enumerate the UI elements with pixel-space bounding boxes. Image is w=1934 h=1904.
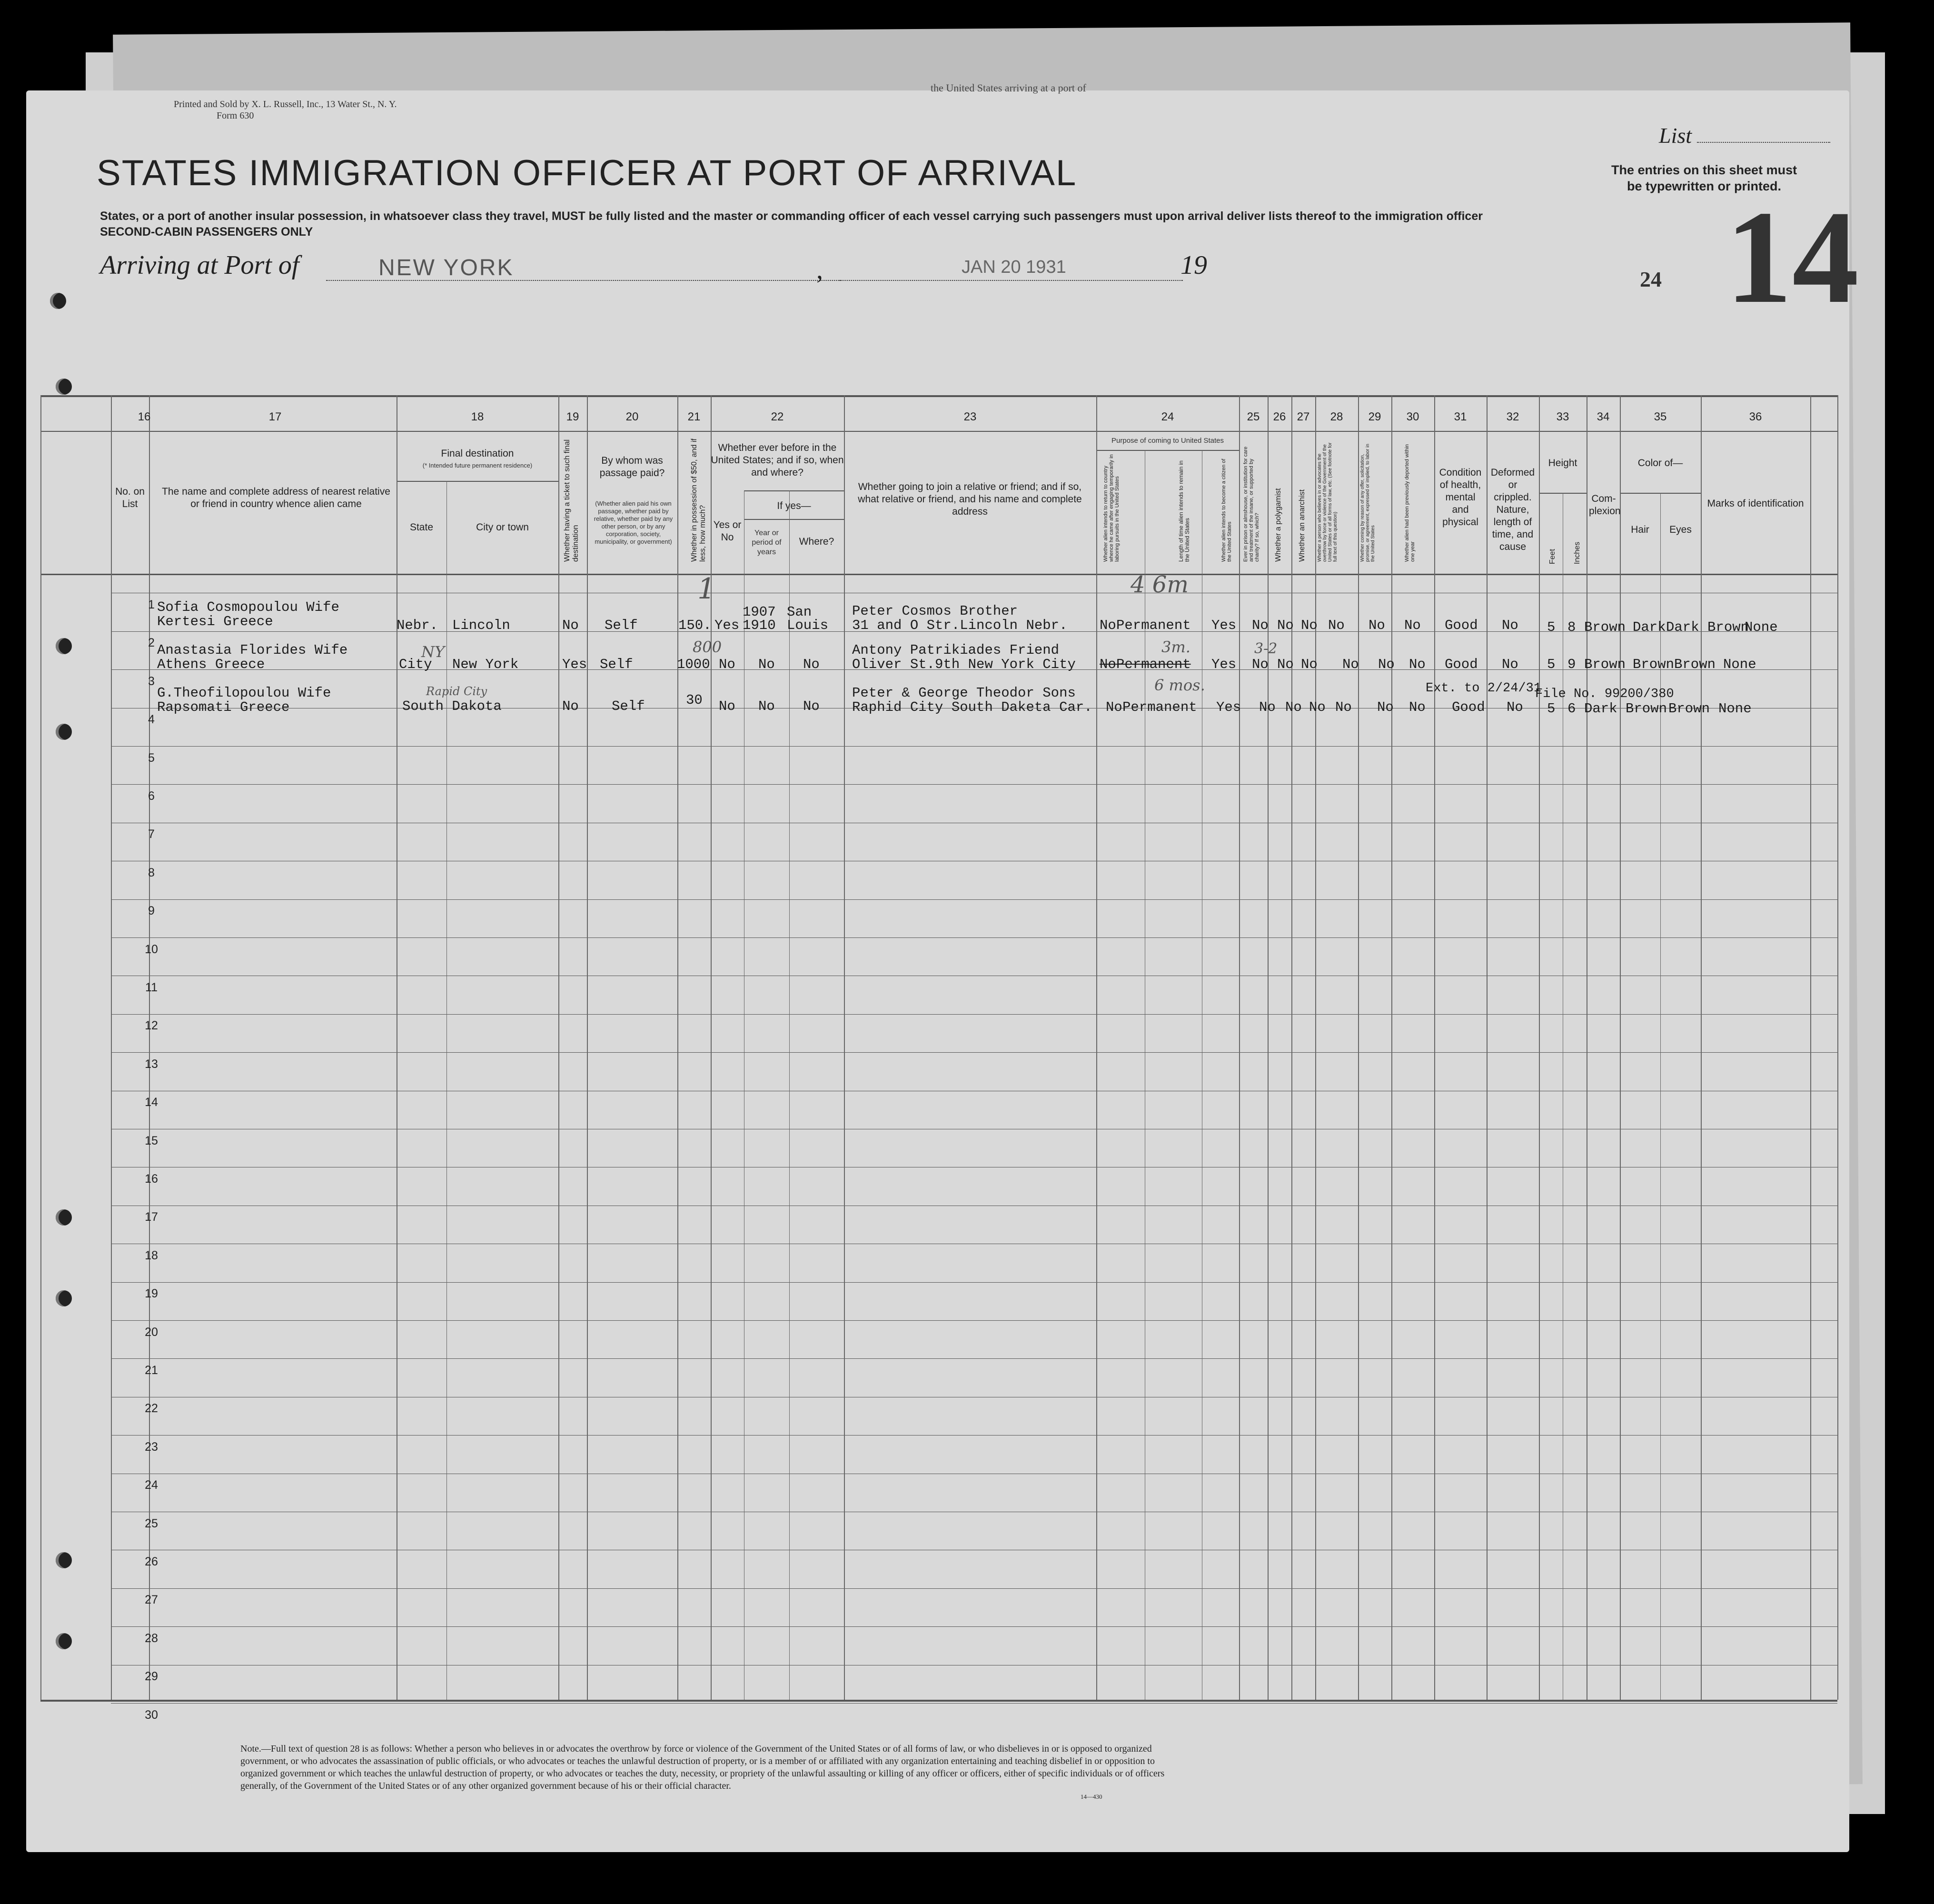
header-year-period: Year or period of years (752, 529, 782, 556)
row-number: 19 (145, 1287, 158, 1301)
col-num-23: 23 (963, 410, 977, 423)
row-number: 22 (145, 1402, 158, 1416)
row-number: 29 (145, 1670, 158, 1684)
handwritten-city-row3: Rapid City (426, 685, 487, 698)
row3-marks: None (1718, 701, 1752, 717)
row1-marks: None (1745, 619, 1778, 635)
row2-relative-line2: Athens Greece (157, 657, 265, 672)
row3-deformed: No (1507, 699, 1523, 715)
header-purpose-length: Length of time alien intends to remain in the United States (1178, 460, 1190, 562)
header-final-destination: Final destination (441, 448, 514, 459)
row1-polygamist: No (1277, 618, 1294, 633)
grid-vline (1239, 395, 1240, 1700)
punch-hole (56, 1290, 72, 1306)
previous-sheet-stub: the United States arriving at a port of (931, 82, 1086, 94)
row2-relative-line1: Anastasia Florides Wife (157, 642, 348, 658)
row3-deported: No (1409, 699, 1426, 715)
row2-citizen: Yes (1211, 657, 1237, 672)
grid-vline (587, 395, 588, 1700)
header-purpose: Purpose of coming to United States (1111, 437, 1224, 445)
subtitle-line-2: SECOND-CABIN PASSENGERS ONLY (100, 225, 313, 239)
header-ticket: Whether having a ticket to such final destination (563, 439, 580, 562)
col-num-16: 16 (138, 410, 151, 423)
row3-state: South Dakota (402, 698, 502, 714)
row3-joining-line2: Raphid City South Daketa Car. (852, 699, 1092, 715)
header-anarchist: Whether an anarchist (1298, 489, 1306, 562)
row1-offer: No (1369, 618, 1385, 633)
row1-money: 150. (678, 618, 712, 633)
row2-return: No (1100, 657, 1116, 672)
row3-years: No (758, 698, 775, 714)
header-state: State (409, 522, 434, 533)
grid-vline (1434, 395, 1435, 1700)
row1-condition: Good (1445, 618, 1478, 633)
row-number: 13 (145, 1057, 158, 1071)
row-number: 15 (145, 1134, 158, 1147)
row1-where-line1: San (787, 604, 812, 620)
row-number: 24 (145, 1478, 158, 1492)
grid-vline (1539, 395, 1540, 1700)
port-value: NEW YORK (378, 255, 514, 280)
row2-state: City (399, 657, 432, 672)
row2-deformed: No (1502, 657, 1518, 672)
header-purpose-citizen: Whether alien intends to become a citizen of the United States (1221, 459, 1232, 562)
punch-hole (50, 293, 66, 309)
row2-inches: 9 (1567, 657, 1576, 672)
row3-anarchist: No (1309, 699, 1326, 715)
handwritten-city-row2: NY (421, 643, 445, 661)
punch-hole (56, 1209, 72, 1226)
row3-joining-line1: Peter & George Theodor Sons (852, 685, 1076, 701)
grid-hline (40, 431, 1837, 432)
header-hair: Hair (1631, 524, 1649, 535)
grid-hline (111, 1282, 1837, 1283)
list-number: 24 (1640, 267, 1662, 291)
header-inches: Inches (1573, 541, 1581, 564)
col-num-21: 21 (687, 410, 701, 423)
row1-eyes: Dark Brown (1666, 619, 1749, 635)
row3-hair: Brown (1626, 701, 1667, 717)
row3-length: Permanent (1122, 699, 1197, 715)
handwritten-prison-row2: 3-2 (1254, 640, 1278, 657)
header-height: Height (1548, 458, 1577, 469)
row1-relative-line1: Sofia Cosmopoulou Wife (157, 599, 339, 615)
row2-prison: No (1252, 657, 1269, 672)
header-marks: Marks of identification (1707, 498, 1804, 509)
row1-years-line2: 1910 (743, 618, 776, 633)
header-city: City or town (476, 522, 529, 533)
row3-prison: No (1259, 699, 1276, 715)
row1-complexion: Brown (1584, 619, 1626, 635)
row2-length: Permanent (1116, 657, 1191, 672)
grid-vline (446, 481, 447, 1700)
header-where: Where? (799, 536, 834, 547)
grid-hline (111, 1320, 1837, 1321)
handwritten-purpose-row3: 6 mos. (1154, 676, 1205, 694)
header-passage-note: (Whether alien paid his own passage, whether paid by relative, whether paid by any other person, or by any corporation, society, municipality, or government) (594, 500, 673, 545)
col-num-31: 31 (1454, 410, 1467, 423)
row-number: 21 (145, 1364, 158, 1377)
row2-joining-line2: Oliver St.9th New York City (852, 657, 1076, 672)
col-num-30: 30 (1406, 410, 1419, 423)
row2-years: No (758, 657, 775, 672)
row-number: 17 (145, 1210, 158, 1224)
punch-hole (56, 724, 72, 740)
handwritten-purpose-row1: 4 6m (1131, 571, 1189, 598)
row1-joining-line1: Peter Cosmos Brother (852, 603, 1018, 619)
grid-hline (111, 1703, 1837, 1704)
header-before-us: Whether ever before in the United States; and if so, when and where? (711, 442, 844, 478)
row1-city: Lincoln (452, 618, 510, 633)
row2-money: 1000 (677, 657, 710, 672)
list-label: List (1659, 123, 1692, 148)
header-offer: Whether coming by reason of any offer, solicitation, promise, or agreement, expressed or implied, to labor in the United States (1360, 444, 1376, 562)
grid-hline (111, 746, 1837, 747)
grid-hline (40, 1700, 1837, 1702)
row3-condition: Good (1452, 699, 1485, 715)
row3-polygamist: No (1285, 699, 1302, 715)
printer-imprint: Printed and Sold by X. L. Russell, Inc., 13 Water St., N. Y. (174, 99, 397, 110)
grid-vline (1391, 395, 1392, 1700)
col-num-18: 18 (471, 410, 484, 423)
row-number: 7 (148, 827, 155, 841)
col-num-32: 32 (1506, 410, 1519, 423)
row-number: 4 (148, 713, 155, 727)
row-number: 2 (148, 636, 155, 650)
row1-ticket: No (562, 618, 579, 633)
grid-hline (111, 1358, 1837, 1359)
grid-vline (1291, 395, 1292, 1700)
row1-hair: Dark (1633, 619, 1666, 635)
col-num-33: 33 (1556, 410, 1569, 423)
header-final-destination-note: (* Intended future permanent residence) (422, 462, 533, 469)
row1-anarchist: No (1301, 618, 1318, 633)
grid-hline (111, 937, 1837, 938)
manifest-sheet (26, 82, 1859, 1852)
row2-overthrow: No (1342, 657, 1359, 672)
row2-marks: None (1723, 657, 1756, 672)
page-subtitle (100, 209, 1623, 240)
grid-hline (744, 490, 844, 491)
row2-feet: 5 (1547, 657, 1556, 672)
page-title: STATES IMMIGRATION OFFICER AT PORT OF ARRIVAL (97, 153, 1077, 193)
row3-money: 30 (686, 692, 703, 708)
extension-note: Ext. to 2/24/31 (1426, 681, 1542, 696)
form-code: 14—430 (1081, 1793, 1102, 1800)
comma: , (816, 255, 823, 285)
grid-vline (1620, 395, 1621, 1700)
grid-hline (111, 899, 1837, 900)
header-deformed: Deformed or crippled. Nature, length of time, and cause (1490, 467, 1535, 552)
row-number: 10 (145, 942, 158, 956)
col-num-25: 25 (1247, 410, 1260, 423)
col-num-36: 36 (1749, 410, 1762, 423)
header-feet: Feet (1548, 548, 1557, 564)
grid-vline (1487, 395, 1488, 1700)
grid-vline (1358, 395, 1359, 1700)
row2-where: No (803, 657, 820, 672)
grid-vline (558, 395, 559, 1700)
punch-hole (56, 638, 72, 654)
col-num-26: 26 (1273, 410, 1286, 423)
arriving-label: Arriving at Port of (100, 250, 299, 280)
header-if-yes: If yes— (777, 500, 811, 511)
row1-overthrow: No (1328, 618, 1345, 633)
row1-feet: 5 (1547, 619, 1556, 635)
header-condition: Condition of health, mental and physical (1439, 467, 1482, 528)
row-number: 3 (148, 674, 155, 688)
row2-anarchist: No (1301, 657, 1318, 672)
grid-hline (111, 784, 1837, 785)
row1-deported: No (1404, 618, 1421, 633)
row3-before: No (719, 698, 735, 714)
row-number: 16 (145, 1172, 158, 1186)
row3-paid: Self (612, 698, 645, 714)
row1-return: No (1100, 618, 1116, 633)
row1-joining-line2: 31 and O Str.Lincoln Nebr. (852, 618, 1068, 633)
header-prison: Ever in prison or almshouse, or institution for care and treatment of the insane, or supported by charity? If so, which? (1243, 446, 1260, 562)
row-number: 14 (145, 1096, 158, 1109)
grid-vline (677, 395, 678, 1700)
sheet-number: 14 (1726, 183, 1859, 331)
grid-vline (1837, 395, 1838, 1700)
row1-length: Permanent (1116, 618, 1191, 633)
grid-vline (40, 395, 41, 1700)
header-relative-address: The name and complete address of nearest relative or friend in country whence alien came (162, 486, 390, 509)
grid-vline (1268, 395, 1269, 1700)
row2-joining-line1: Antony Patrikiades Friend (852, 642, 1060, 658)
row2-condition: Good (1445, 657, 1478, 672)
row2-city: New York (452, 657, 519, 672)
footnote: Note.—Full text of question 28 is as follows: Whether a person who believes in or advocates the overthrow by force or violence of the Government of the United States or of all forms of law, or who disbelieves in or is opposed to organized government, or who advocates the assassination of public officials, or who advocates or teaches the unlawful destruction of property, or is a member of or affiliated with any organization entertaining and teaching disbelief in or opposition to organized government or which teaches the unlawful destruction of property, or who advocates or teaches the duty, necessity, or propriety of the unlawful assaulting or killing of any officer or officers, either of specific individuals or of officers generally, of the Government of the United States or of any other organized government because of his or their official character. (240, 1744, 1165, 1791)
header-joining: Whether going to join a relative or friend; and if so, what relative or friend, and his name and complete address (858, 481, 1082, 517)
entries-note-line-1: The entries on this sheet must (1611, 163, 1797, 177)
row-number: 9 (148, 904, 155, 918)
row-number: 25 (145, 1516, 158, 1530)
row3-ticket: No (562, 698, 579, 714)
row3-feet: 5 (1547, 701, 1556, 717)
grid-hline (397, 481, 558, 482)
row2-complexion: Brown (1584, 657, 1626, 672)
col-num-29: 29 (1368, 410, 1381, 423)
row-number: 1 (148, 598, 155, 611)
row-number: 5 (148, 751, 155, 765)
grid-vline (1701, 395, 1702, 1700)
row3-relative-line2: Rapsomati Greece (157, 699, 290, 715)
row1-years-line1: 1907 (743, 604, 776, 620)
grid-vline (789, 490, 790, 1700)
grid-vline (844, 395, 845, 1700)
grid-hline (111, 1014, 1837, 1015)
header-color-of: Color of— (1637, 458, 1683, 469)
list-line (1697, 142, 1830, 143)
handwritten-money-row1: 1 (697, 572, 716, 606)
row1-inches: 8 (1567, 619, 1576, 635)
file-number: File No. 99200/380 (1535, 687, 1674, 701)
col-num-22: 22 (771, 410, 784, 423)
col-num-19: 19 (566, 410, 579, 423)
grid-hline (111, 1588, 1837, 1589)
header-complexion: Com-plexion (1589, 493, 1621, 517)
row-number: 8 (148, 866, 155, 879)
row3-inches: 6 (1567, 701, 1576, 717)
col-num-28: 28 (1330, 410, 1343, 423)
grid-hline (111, 1626, 1837, 1627)
row-number: 27 (145, 1593, 158, 1607)
date-line (840, 280, 1183, 281)
grid-vline (1096, 395, 1097, 1700)
row2-before: No (719, 657, 735, 672)
row-number: 18 (145, 1248, 158, 1262)
header-passage-paid: By whom was passage paid? (599, 455, 665, 478)
punch-hole (56, 1633, 72, 1649)
row3-return: No (1106, 699, 1122, 715)
handwritten-purpose-row2: 3m. (1161, 638, 1190, 656)
punch-hole (56, 1552, 72, 1568)
row-number: 12 (145, 1019, 158, 1033)
row3-citizen: Yes (1216, 699, 1241, 715)
header-overthrow: Whether a person who believes in or advocates the overthrow by force or violence of the Government of the United States or of all forms of law, etc. (See footnote for full text of this question) (1317, 442, 1338, 562)
row-number: 26 (145, 1555, 158, 1568)
punch-hole (56, 379, 72, 395)
row3-eyes: Brown (1668, 701, 1710, 717)
header-before-yes-no: Yes or No (713, 519, 742, 543)
date-stamp: JAN 20 1931 (962, 257, 1066, 277)
row1-paid: Self (605, 618, 638, 633)
header-polygamist: Whether a polygamist (1274, 488, 1282, 562)
col-num-27: 27 (1297, 410, 1310, 423)
row2-paid: Self (600, 657, 633, 672)
row1-deformed: No (1502, 618, 1518, 633)
form-number: Form 630 (217, 110, 254, 121)
grid-hline (111, 1052, 1837, 1053)
row3-overthrow: No (1335, 699, 1352, 715)
row2-hair: Brown (1633, 657, 1675, 672)
row3-where: No (803, 698, 820, 714)
header-purpose-return: Whether alien intends to return to country whence he came after engaging temporarily in laboring pursuits in the United States (1103, 454, 1120, 562)
grid-vline (149, 395, 150, 1700)
grid-hline (1096, 450, 1239, 451)
grid-hline (744, 519, 844, 520)
row2-eyes: Brown (1674, 657, 1716, 672)
header-deported: Whether alien had been previously deported within one year (1404, 444, 1416, 562)
col-num-24: 24 (1161, 410, 1174, 423)
row2-deported: No (1409, 657, 1426, 672)
col-num-34: 34 (1597, 410, 1610, 423)
row1-state: Nebr. (397, 618, 438, 633)
header-no-on-list: No. on List (115, 486, 145, 509)
row-number: 11 (145, 981, 158, 994)
row-number: 23 (145, 1440, 158, 1454)
row-number: 28 (145, 1631, 158, 1645)
handwritten-money-row2: 800 (693, 638, 722, 656)
entries-note-line-2: be typewritten or printed. (1627, 179, 1782, 193)
row1-prison: No (1252, 618, 1269, 633)
col-num-20: 20 (625, 410, 639, 423)
grid-vline (111, 395, 112, 1700)
header-money: Whether in possession of $50, and if less, how much? (690, 439, 707, 562)
row1-citizen: Yes (1211, 618, 1237, 633)
grid-hline (40, 395, 1837, 397)
grid-hline (40, 574, 1837, 575)
row1-relative-line2: Kertesi Greece (157, 614, 273, 629)
year-prefix: 19 (1180, 250, 1207, 280)
row-number: 20 (145, 1325, 158, 1339)
row3-complexion: Dark (1584, 701, 1617, 717)
grid-vline (1660, 493, 1661, 1700)
row2-ticket: Yes (562, 657, 587, 672)
col-num-17: 17 (268, 410, 282, 423)
row1-where-line2: Louis (787, 618, 829, 633)
row-number: 30 (145, 1708, 158, 1722)
row3-relative-line1: G.Theofilopoulou Wife (157, 685, 331, 701)
subtitle-line-1: States, or a port of another insular possession, in whatsoever class they travel, MUST be fully listed and the master or commanding officer of each vessel carrying such passengers must upon arrival deliver lists thereof to the immigration officer (100, 209, 1483, 223)
row2-polygamist: No (1277, 657, 1294, 672)
row-number: 6 (148, 789, 155, 803)
row1-before: Yes (714, 618, 740, 633)
grid-vline (1315, 395, 1316, 1700)
row2-offer: No (1378, 657, 1395, 672)
col-num-35: 35 (1654, 410, 1667, 423)
header-eyes: Eyes (1669, 524, 1692, 535)
grid-vline (1810, 395, 1811, 1700)
row3-offer: No (1377, 699, 1394, 715)
